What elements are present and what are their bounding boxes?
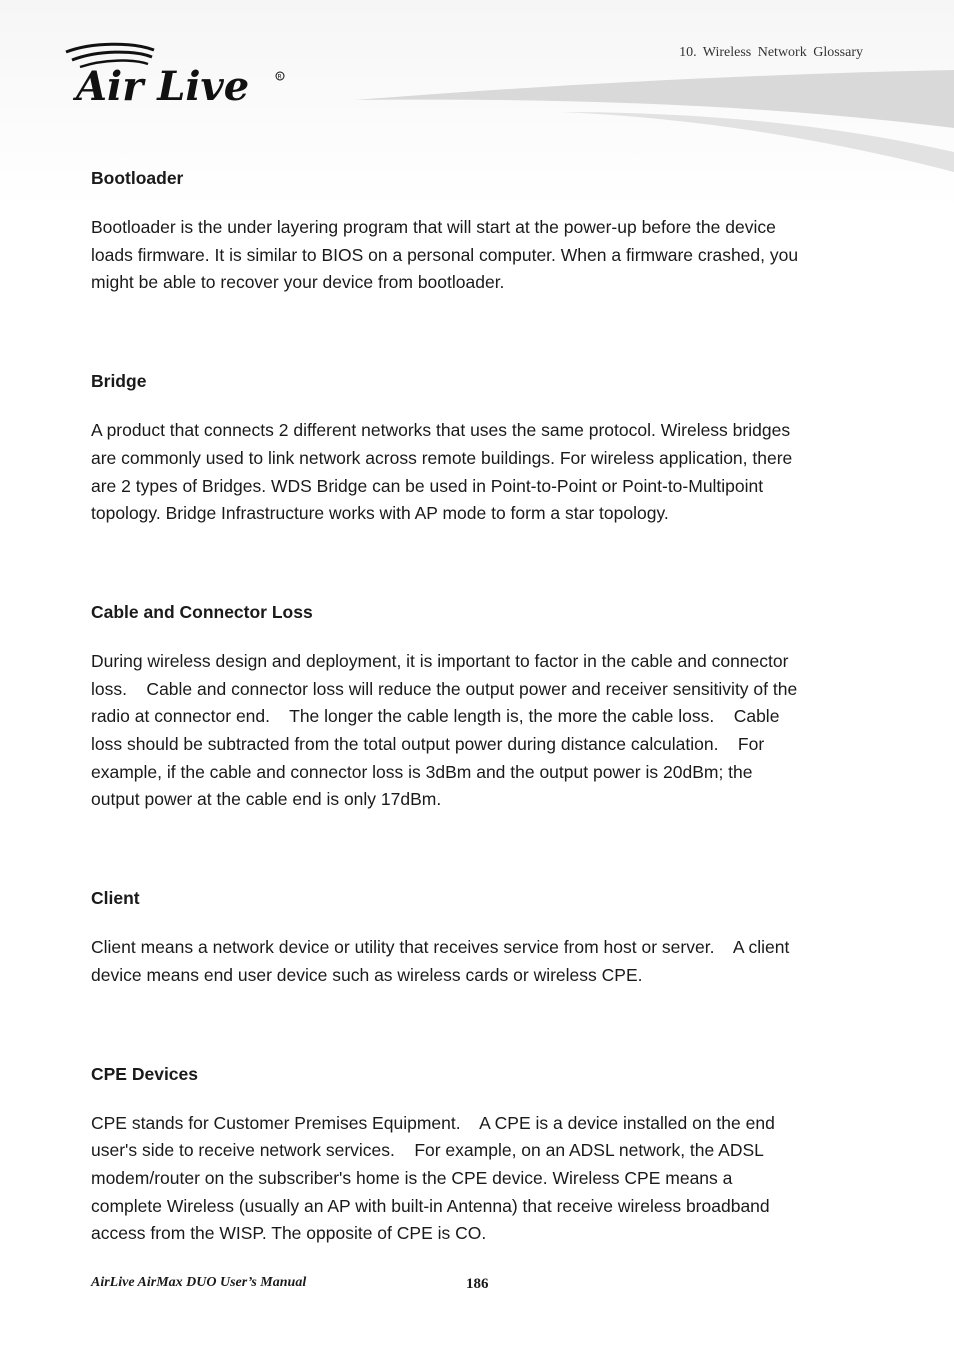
footer-manual-title: AirLive AirMax DUO User’s Manual bbox=[91, 1275, 307, 1290]
entry-body: A product that connects 2 different networks that uses the same protocol. Wireless bridges are commonly used to link network across remote buildings. For wireless application, there are 2 types of Bridges. WDS Bridge can be used in Point-to-Point or Point-to-Multipoint topology. Bridge Infrastructure works with AP mode to form a star topology. bbox=[91, 420, 793, 524]
glossary-entry bbox=[91, 886, 871, 989]
entry-title: Cable and Connector Loss bbox=[91, 601, 313, 622]
entry-title: Client bbox=[91, 888, 140, 909]
chapter-heading: 10. Wireless Network Glossary bbox=[679, 45, 863, 60]
glossary-entry bbox=[91, 600, 871, 814]
entry-title: Bootloader bbox=[91, 168, 184, 188]
svg-text:Air Live: Air Live bbox=[76, 63, 250, 110]
glossary-entry bbox=[91, 369, 871, 528]
glossary-entry bbox=[91, 166, 871, 297]
entry-title: Bridge bbox=[91, 371, 147, 392]
glossary-entry bbox=[91, 1062, 871, 1249]
entry-body: CPE stands for Customer Premises Equipment. A CPE is a device installed on the end user's side to receive network services. For example, on an ADSL network, the ADSL modem/router on the subscriber's home is the CPE device. Wireless CPE means a complete Wireless (usually an AP with built-in Antenna) that receive wireless broadband access from the WISP. The opposite of CPE is CO. bbox=[91, 1112, 775, 1244]
svg-text:R: R bbox=[277, 73, 282, 81]
page-number: 186 bbox=[466, 1276, 489, 1292]
entry-body: Client means a network device or utility that receives service from host or server. A client device means end user device such as wireless cards or wireless CPE. bbox=[91, 937, 790, 985]
airlive-logo bbox=[62, 40, 292, 110]
entry-title: CPE Devices bbox=[91, 1063, 199, 1084]
glossary-content bbox=[91, 166, 871, 1248]
entry-body: Bootloader is the under layering program that will start at the power-up before the device loads firmware. It is similar to BIOS on a personal computer. When a firmware crashed, you might be able to recover your device from bootloader. bbox=[91, 217, 799, 293]
entry-body: During wireless design and deployment, it is important to factor in the cable and connector loss. Cable and connector loss will reduce the output power and receiver sensitivity of the radio at connector end. The longer the cable length is, the more the cable loss. Cable loss should be subtracted from the total output power during distance calculation. For example, if the cable and connector loss is 3dBm and the output power is 20dBm; the output power at the cable end is only 17dBm. bbox=[91, 650, 798, 810]
